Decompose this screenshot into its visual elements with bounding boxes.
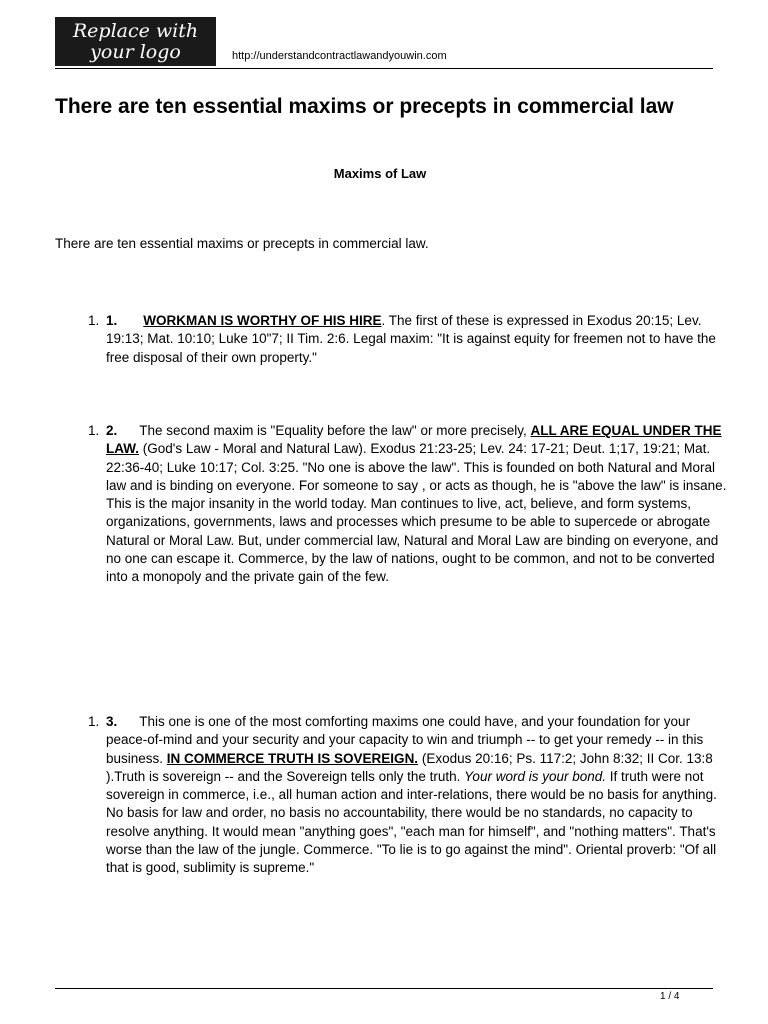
intro-paragraph: There are ten essential maxims or precepts in commercial law. [55,236,429,251]
maxim-heading: ALL ARE EQUAL UNDER THE LAW. [106,423,722,457]
maxim-body [106,422,728,587]
maxim-item-2 [88,422,728,587]
maxim-text: (God's Law - Moral and Natural Law). Exodus 21:23-25; Lev. 24: 17-21; Deut. 1;17, 19:21; Mat. 22:36-40; Luke 10:17; Col. 3:25. "No one is above the law". This is founded on both Natural and Moral law and is binding on everyone. For someone to say , or acts as though, he is "above the law" is insane. This is the major insanity in the world today. Man continues to live, act, believe, and form systems, organizations, governments, laws and processes which presume to be able to supercede or abrogate Natural or Moral Law. But, under commercial law, Natural and Moral Law are binding on everyone, and no one can escape it. Commerce, by the law of nations, ought to be common, and not to be converted into a monopoly and the private gain of the few. [106,441,727,585]
list-marker: 1. [88,313,100,328]
logo-line-1: Replace with [72,19,199,42]
section-subtitle: Maxims of Law [333,166,427,181]
page-title: There are ten essential maxims or precepts in commercial law [55,95,674,118]
logo-line-2: your logo [90,40,181,63]
maxim-item-1 [88,312,728,367]
maxim-heading: IN COMMERCE TRUTH IS SOVEREIGN. [166,750,419,766]
maxim-text: . The first of these is expressed in Exodus 20:15; Lev. 19:13; Mat. 10:10; Luke 10"7; II Tim. 2:6. Legal maxim: "It is against equity for freemen not to have the free disposal of their own property." [106,313,716,365]
footer-divider [55,988,713,989]
maxim-heading: WORKMAN IS WORTHY OF HIS HIRE [143,313,382,328]
maxim-text-before: The second maxim is "Equality before the law" or more precisely, [139,423,531,438]
page-number: 1 / 4 [660,991,680,1002]
maxim-body [106,312,728,367]
maxim-number: 3. [106,714,118,729]
maxim-body [106,713,728,878]
header-url[interactable]: http://understandcontractlawandyouwin.com [232,50,447,62]
header-divider [55,68,713,69]
list-marker: 1. [88,423,100,438]
maxim-italic: Your word is your bond. [464,768,607,784]
maxim-text: If truth were not sovereign in commerce, i.e., all human action and inter-relations, there would be no basis for anything. No basis for law and order, no basis no accountability, there would be no standards, no capacity to resolve anything. It would mean "anything goes", "each man for himself", and "nothing matters". That's worse than the law of the jungle. Commerce. "To lie is to go against the mind". Oriental proverb: "Of all that is good, sublimity is supreme." [106,768,717,876]
maxim-number: 1. [106,313,118,328]
list-marker: 1. [88,714,100,729]
maxim-text-before: This one is one of the most comforting maxims one could have, and your foundation for your peace-of-mind and your security and your capacity to win and triumph -- to get your remedy -- in this business. [106,714,704,766]
maxim-text-mid: (Exodus 20:16; Ps. 117:2; John 8:32; II Cor. 13:8 ).Truth is sovereign -- and the Sovereign tells only the truth. [106,750,713,784]
maxim-item-3 [88,713,728,878]
logo-placeholder [55,17,216,66]
maxim-number: 2. [106,423,118,438]
